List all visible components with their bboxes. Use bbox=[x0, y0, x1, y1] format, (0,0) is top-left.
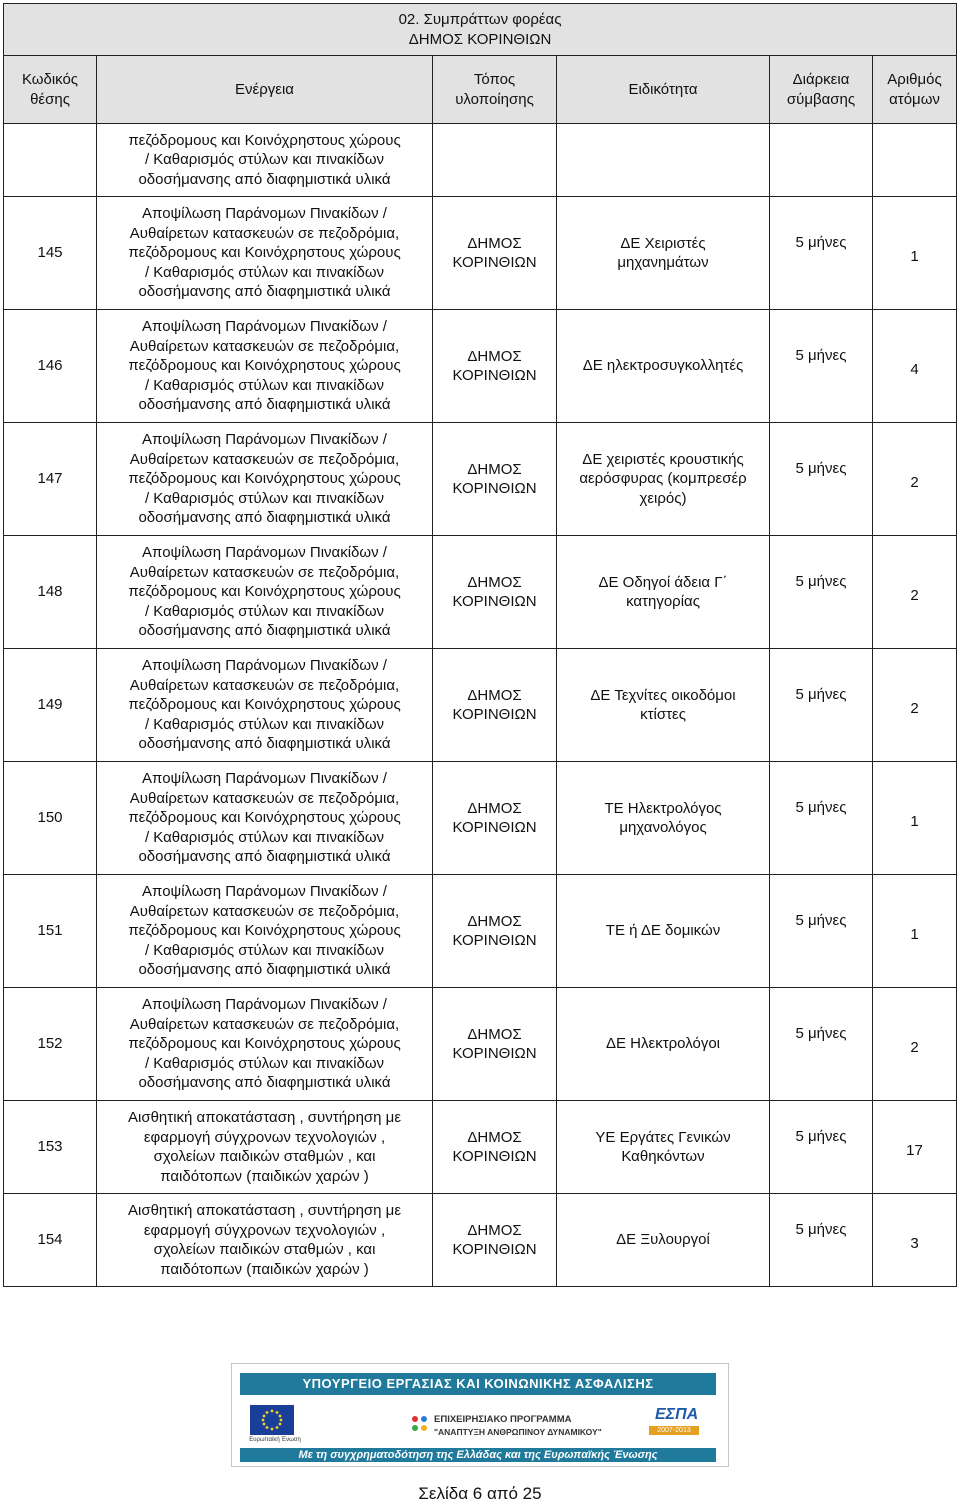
action-line: Αυθαίρετων κατασκευών σε πεζοδρόμια, bbox=[129, 676, 400, 694]
cell-place bbox=[433, 536, 557, 649]
specialty-line: ΔΕ Χειριστές bbox=[620, 234, 706, 252]
cell-code: 152 bbox=[4, 988, 97, 1101]
cell-specialty bbox=[557, 310, 770, 423]
table-row bbox=[4, 875, 957, 988]
action-line: Αποψίλωση Παράνομων Πινακίδων / bbox=[142, 544, 387, 562]
count-value: 3 bbox=[910, 1235, 919, 1253]
place-line: ΚΟΡΙΝΘΙΩΝ bbox=[452, 706, 537, 723]
action-line: οδοσήμανσης από διαφημιστικά υλικά bbox=[138, 622, 391, 640]
cell-action bbox=[97, 875, 433, 988]
cell-place bbox=[433, 988, 557, 1101]
cell-duration bbox=[770, 1101, 873, 1194]
place-line: ΚΟΡΙΝΘΙΩΝ bbox=[452, 932, 537, 949]
cell-duration bbox=[770, 1194, 873, 1287]
cell-count bbox=[873, 124, 957, 197]
duration-value: 5 μήνες bbox=[795, 234, 847, 252]
place-line: ΚΟΡΙΝΘΙΩΝ bbox=[452, 593, 537, 610]
page-number: Σελίδα 6 από 25 bbox=[418, 1484, 542, 1503]
header-duration: Διάρκεια σύμβασης bbox=[770, 56, 873, 124]
place-line: ΔΗΜΟΣ bbox=[467, 1025, 522, 1043]
action-line: Αυθαίρετων κατασκευών σε πεζοδρόμια, bbox=[129, 224, 400, 242]
duration-value: 5 μήνες bbox=[795, 1221, 847, 1239]
duration-value: 5 μήνες bbox=[795, 573, 847, 591]
op-line2: "ΑΝΑΠΤΥΞΗ ΑΝΘΡΩΠΙΝΟΥ ΔΥΝΑΜΙΚΟΥ" bbox=[434, 1427, 602, 1437]
action-line: σχολείων παιδικών σταθμών , και bbox=[153, 1241, 376, 1258]
place-line: ΚΟΡΙΝΘΙΩΝ bbox=[452, 480, 537, 497]
cell-count bbox=[873, 197, 957, 310]
header-row bbox=[4, 56, 957, 124]
specialty-line: ΥΕ Εργάτες Γενικών bbox=[595, 1128, 731, 1146]
cell-count bbox=[873, 1194, 957, 1287]
table-row bbox=[4, 988, 957, 1101]
cell-place bbox=[433, 875, 557, 988]
cell-duration bbox=[770, 762, 873, 875]
specialty-line: ΔΕ Τεχνίτες οικοδόμοι bbox=[590, 686, 736, 704]
cell-specialty bbox=[557, 649, 770, 762]
place-line: ΔΗΜΟΣ bbox=[467, 234, 522, 252]
table-row bbox=[4, 1101, 957, 1194]
action-line: πεζόδρομους και Κοινόχρηστους χώρους bbox=[128, 470, 401, 488]
cell-code: 154 bbox=[4, 1194, 97, 1287]
cell-code: 146 bbox=[4, 310, 97, 423]
cell-place bbox=[433, 1101, 557, 1194]
cell-count bbox=[873, 649, 957, 762]
duration-value: 5 μήνες bbox=[795, 460, 847, 478]
action-line: οδοσήμανσης από διαφημιστικά υλικά bbox=[138, 396, 391, 414]
cell-place bbox=[433, 197, 557, 310]
cell-duration bbox=[770, 649, 873, 762]
cell-action bbox=[97, 762, 433, 875]
table-row bbox=[4, 423, 957, 536]
cell-action bbox=[97, 1194, 433, 1287]
specialty-line: ΔΕ Οδηγοί άδεια Γ΄ bbox=[598, 573, 728, 591]
action-line: οδοσήμανσης από διαφημιστικά υλικά bbox=[138, 735, 391, 753]
action-line: Αποψίλωση Παράνομων Πινακίδων / bbox=[142, 883, 387, 901]
specialty-line: χειρός) bbox=[639, 489, 687, 507]
cell-code: 148 bbox=[4, 536, 97, 649]
action-line: οδοσήμανσης από διαφημιστικά υλικά bbox=[138, 961, 391, 979]
place-line: ΚΟΡΙΝΘΙΩΝ bbox=[452, 254, 537, 271]
action-line: παιδότοπων (παιδικών χαρών ) bbox=[160, 1260, 369, 1278]
espa-years: 2007-2013 bbox=[649, 1426, 699, 1435]
action-line: οδοσήμανσης από διαφημιστικά υλικά bbox=[138, 1074, 391, 1092]
action-line: Αυθαίρετων κατασκευών σε πεζοδρόμια, bbox=[129, 563, 400, 581]
table-row bbox=[4, 310, 957, 423]
action-line: Αποψίλωση Παράνομων Πινακίδων / bbox=[142, 205, 387, 223]
duration-value: 5 μήνες bbox=[795, 686, 847, 704]
cell-place bbox=[433, 762, 557, 875]
cell-count bbox=[873, 423, 957, 536]
action-line: εφαρμογή σύγχρονων τεχνολογιών , bbox=[143, 1128, 386, 1146]
cell-place bbox=[433, 649, 557, 762]
cell-count bbox=[873, 1101, 957, 1194]
action-line: Αυθαίρετων κατασκευών σε πεζοδρόμια, bbox=[129, 1015, 400, 1033]
place-line: ΚΟΡΙΝΘΙΩΝ bbox=[452, 367, 537, 384]
action-line: / Καθαρισμός στύλων και πινακίδων bbox=[144, 1054, 385, 1072]
action-line: / Καθαρισμός στύλων και πινακίδων bbox=[144, 151, 385, 169]
positions-table bbox=[3, 3, 957, 1287]
action-line: / Καθαρισμός στύλων και πινακίδων bbox=[144, 941, 385, 959]
place-line: ΚΟΡΙΝΘΙΩΝ bbox=[452, 819, 537, 836]
cell-action bbox=[97, 197, 433, 310]
action-line: παιδότοπων (παιδικών χαρών ) bbox=[160, 1167, 369, 1185]
action-line: Αυθαίρετων κατασκευών σε πεζοδρόμια, bbox=[129, 337, 400, 355]
specialty-line: κατηγορίας bbox=[626, 593, 700, 610]
action-line: πεζόδρομους και Κοινόχρηστους χώρους bbox=[128, 696, 401, 714]
cell-specialty bbox=[557, 875, 770, 988]
action-line: Αυθαίρετων κατασκευών σε πεζοδρόμια, bbox=[129, 450, 400, 468]
cell-count bbox=[873, 536, 957, 649]
cell-count bbox=[873, 988, 957, 1101]
action-line: / Καθαρισμός στύλων και πινακίδων bbox=[144, 376, 385, 394]
specialty-line: αερόσφυρας (κομπρεσέρ bbox=[579, 470, 747, 488]
place-line: ΔΗΜΟΣ bbox=[467, 912, 522, 930]
duration-value: 5 μήνες bbox=[795, 799, 847, 817]
specialty-line: ΔΕ Ξυλουργοί bbox=[616, 1231, 710, 1249]
cell-specialty bbox=[557, 423, 770, 536]
cell-specialty bbox=[557, 124, 770, 197]
place-line: ΔΗΜΟΣ bbox=[467, 799, 522, 817]
cell-place bbox=[433, 310, 557, 423]
count-value: 2 bbox=[910, 1039, 919, 1057]
action-line: πεζόδρομους και Κοινόχρηστους χώρους bbox=[128, 357, 401, 375]
cell-specialty bbox=[557, 1101, 770, 1194]
action-line: σχολείων παιδικών σταθμών , και bbox=[153, 1148, 376, 1165]
place-line: ΚΟΡΙΝΘΙΩΝ bbox=[452, 1148, 537, 1165]
ministry-banner: ΥΠΟΥΡΓΕΙΟ ΕΡΓΑΣΙΑΣ ΚΑΙ ΚΟΙΝΩΝΙΚΗΣ ΑΣΦΑΛΙΣΗΣ bbox=[240, 1373, 716, 1395]
action-line: πεζόδρομους και Κοινόχρηστους χώρους bbox=[128, 583, 401, 601]
action-line: εφαρμογή σύγχρονων τεχνολογιών , bbox=[143, 1221, 386, 1239]
header-specialty: Ειδικότητα bbox=[557, 56, 770, 124]
action-line: Αποψίλωση Παράνομων Πινακίδων / bbox=[142, 657, 387, 675]
specialty-line: Καθηκόντων bbox=[621, 1148, 705, 1165]
action-line: πεζόδρομους και Κοινόχρηστους χώρους bbox=[128, 131, 401, 149]
cell-specialty bbox=[557, 1194, 770, 1287]
cell-specialty bbox=[557, 762, 770, 875]
place-line: ΔΗΜΟΣ bbox=[467, 460, 522, 478]
specialty-line: μηχανολόγος bbox=[619, 819, 707, 836]
header-place: Τόπος υλοποίησης bbox=[433, 56, 557, 124]
action-line: οδοσήμανσης από διαφημιστικά υλικά bbox=[138, 509, 391, 527]
action-line: πεζόδρομους και Κοινόχρηστους χώρους bbox=[128, 244, 401, 262]
specialty-line: ΔΕ χειριστές κρουστικής bbox=[582, 450, 744, 468]
action-line: Αυθαίρετων κατασκευών σε πεζοδρόμια, bbox=[129, 789, 400, 807]
action-line: / Καθαρισμός στύλων και πινακίδων bbox=[144, 715, 385, 733]
action-line: / Καθαρισμός στύλων και πινακίδων bbox=[144, 602, 385, 620]
cell-code: 149 bbox=[4, 649, 97, 762]
cell-action bbox=[97, 649, 433, 762]
duration-value: 5 μήνες bbox=[795, 1025, 847, 1043]
cofunding-text: Με τη συγχρηματοδότηση της Ελλάδας και της Ευρωπαϊκής Ένωσης bbox=[240, 1448, 716, 1462]
place-line: ΔΗΜΟΣ bbox=[467, 573, 522, 591]
count-value: 1 bbox=[910, 813, 919, 831]
action-line: Αποψίλωση Παράνομων Πινακίδων / bbox=[142, 996, 387, 1014]
count-value: 2 bbox=[910, 587, 919, 605]
header-code: Κωδικός θέσης bbox=[4, 56, 97, 124]
action-line: Αποψίλωση Παράνομων Πινακίδων / bbox=[142, 431, 387, 449]
cell-action bbox=[97, 310, 433, 423]
cell-code: 151 bbox=[4, 875, 97, 988]
partner-title: 02. Συμπράττων φορέας bbox=[398, 11, 562, 28]
action-line: οδοσήμανσης από διαφημιστικά υλικά bbox=[138, 170, 391, 188]
place-line: ΔΗΜΟΣ bbox=[467, 347, 522, 365]
eu-label: Ευρωπαϊκή Ένωση bbox=[249, 1437, 301, 1443]
table-row bbox=[4, 649, 957, 762]
continuation-row bbox=[4, 124, 957, 197]
action-line: πεζόδρομους και Κοινόχρηστους χώρους bbox=[128, 809, 401, 827]
cell-specialty bbox=[557, 988, 770, 1101]
table-row bbox=[4, 536, 957, 649]
cell-code: 153 bbox=[4, 1101, 97, 1194]
count-value: 2 bbox=[910, 700, 919, 718]
specialty-line: κτίστες bbox=[640, 706, 686, 723]
cell-duration bbox=[770, 310, 873, 423]
header-action: Ενέργεια bbox=[97, 56, 433, 124]
cell-code: 145 bbox=[4, 197, 97, 310]
espa-text: ΕΣΠΑ bbox=[655, 1406, 699, 1423]
table-row bbox=[4, 197, 957, 310]
specialty-line: μηχανημάτων bbox=[617, 254, 709, 271]
espa-logo bbox=[645, 1402, 707, 1442]
count-value: 1 bbox=[910, 926, 919, 944]
table-row bbox=[4, 1194, 957, 1287]
action-line: οδοσήμανσης από διαφημιστικά υλικά bbox=[138, 283, 391, 301]
cell-specialty bbox=[557, 197, 770, 310]
cell-action bbox=[97, 536, 433, 649]
place-line: ΔΗΜΟΣ bbox=[467, 1221, 522, 1239]
table-title bbox=[4, 4, 957, 56]
cell-duration bbox=[770, 988, 873, 1101]
count-value: 17 bbox=[906, 1142, 923, 1160]
cell-action bbox=[97, 988, 433, 1101]
op-dots-icon bbox=[410, 1414, 430, 1434]
cell-duration bbox=[770, 875, 873, 988]
cell-action bbox=[97, 423, 433, 536]
action-line: Αποψίλωση Παράνομων Πινακίδων / bbox=[142, 318, 387, 336]
header-count: Αριθμός ατόμων bbox=[873, 56, 957, 124]
count-value: 2 bbox=[910, 474, 919, 492]
place-line: ΚΟΡΙΝΘΙΩΝ bbox=[452, 1045, 537, 1062]
partner-name: ΔΗΜΟΣ ΚΟΡΙΝΘΙΩΝ bbox=[408, 30, 552, 48]
cell-count bbox=[873, 310, 957, 423]
specialty-line: ΔΕ Ηλεκτρολόγοι bbox=[605, 1035, 721, 1053]
duration-value: 5 μήνες bbox=[795, 347, 847, 365]
eu-flag-icon bbox=[250, 1405, 294, 1435]
specialty-line: ΔΕ ηλεκτροσυγκολλητές bbox=[582, 357, 744, 375]
action-line: / Καθαρισμός στύλων και πινακίδων bbox=[144, 828, 385, 846]
place-line: ΚΟΡΙΝΘΙΩΝ bbox=[452, 1241, 537, 1258]
specialty-line: ΤΕ Ηλεκτρολόγος bbox=[604, 799, 722, 817]
op-logo bbox=[410, 1408, 610, 1442]
count-value: 4 bbox=[910, 361, 919, 379]
cell-count bbox=[873, 762, 957, 875]
duration-value: 5 μήνες bbox=[795, 1128, 847, 1146]
cell-code: 150 bbox=[4, 762, 97, 875]
cell-code bbox=[4, 124, 97, 197]
op-line1: ΕΠΙΧΕΙΡΗΣΙΑΚΟ ΠΡΟΓΡΑΜΜΑ bbox=[434, 1414, 572, 1425]
duration-value: 5 μήνες bbox=[795, 912, 847, 930]
cell-place bbox=[433, 1194, 557, 1287]
cell-count bbox=[873, 875, 957, 988]
cell-duration bbox=[770, 124, 873, 197]
action-line: / Καθαρισμός στύλων και πινακίδων bbox=[144, 263, 385, 281]
cell-duration bbox=[770, 197, 873, 310]
cell-action bbox=[97, 124, 433, 197]
action-line: οδοσήμανσης από διαφημιστικά υλικά bbox=[138, 848, 391, 866]
action-line: πεζόδρομους και Κοινόχρηστους χώρους bbox=[128, 922, 401, 940]
cell-duration bbox=[770, 423, 873, 536]
cell-place bbox=[433, 423, 557, 536]
specialty-line: ΤΕ ή ΔΕ δομικών bbox=[605, 922, 721, 940]
cell-place bbox=[433, 124, 557, 197]
action-line: Αποψίλωση Παράνομων Πινακίδων / bbox=[142, 770, 387, 788]
place-line: ΔΗΜΟΣ bbox=[467, 1128, 522, 1146]
action-line: Αισθητική αποκατάσταση , συντήρηση με bbox=[127, 1109, 402, 1126]
action-line: πεζόδρομους και Κοινόχρηστους χώρους bbox=[128, 1035, 401, 1053]
action-line: / Καθαρισμός στύλων και πινακίδων bbox=[144, 489, 385, 507]
action-line: Αυθαίρετων κατασκευών σε πεζοδρόμια, bbox=[129, 902, 400, 920]
place-line: ΔΗΜΟΣ bbox=[467, 686, 522, 704]
cell-duration bbox=[770, 536, 873, 649]
table-row bbox=[4, 762, 957, 875]
count-value: 1 bbox=[910, 248, 919, 266]
cell-code: 147 bbox=[4, 423, 97, 536]
cell-specialty bbox=[557, 536, 770, 649]
action-line: Αισθητική αποκατάσταση , συντήρηση με bbox=[127, 1202, 402, 1219]
cell-action bbox=[97, 1101, 433, 1194]
